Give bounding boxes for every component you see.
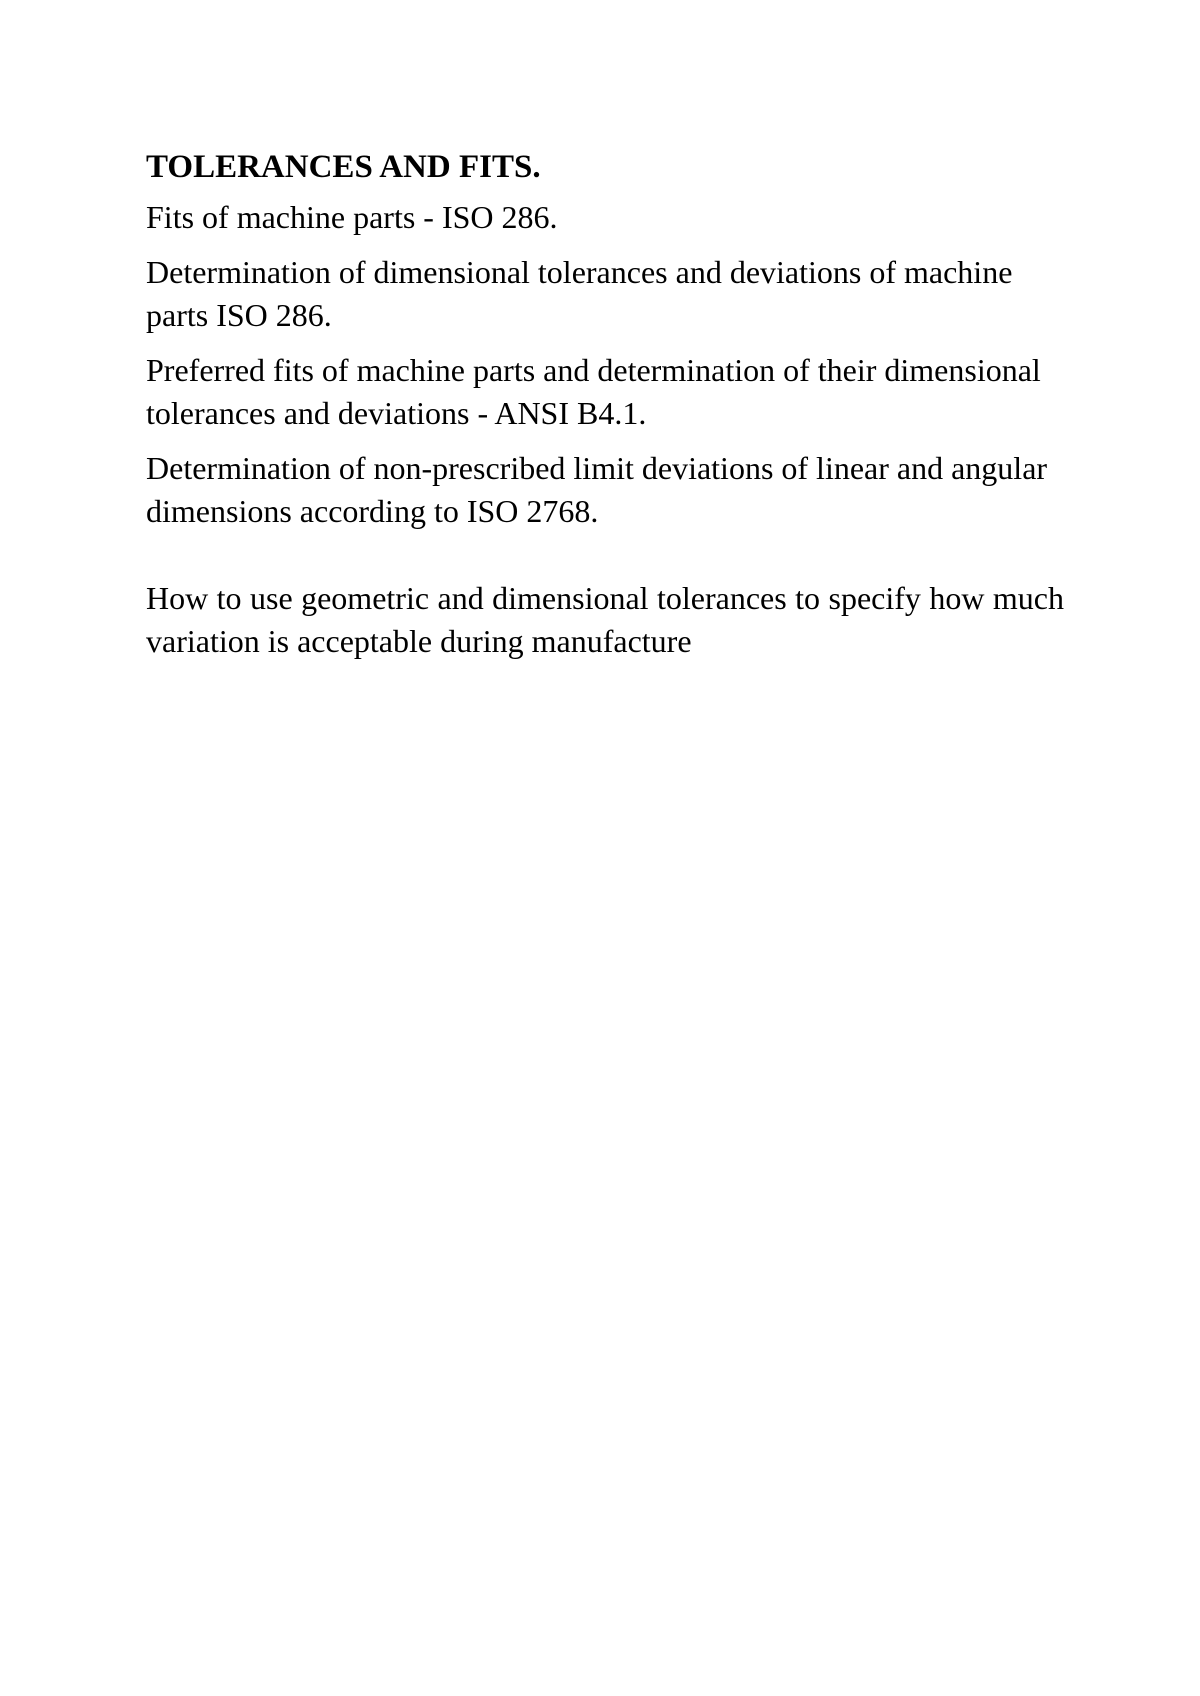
document-title: TOLERANCES AND FITS. [146,149,541,185]
paragraph-fits-iso-286: Fits of machine parts - ISO 286. [146,199,558,235]
paragraph-iso-2768: Determination of non-prescribed limit deviations of linear and angular dimensions according to ISO 2768. [146,450,1048,529]
paragraph-geometric-tolerances: How to use geometric and dimensional tolerances to specify how much variation is acceptable during manufacture [146,580,1064,659]
paragraph-tolerances-iso-286: Determination of dimensional tolerances and deviations of machine parts ISO 286. [146,254,1013,333]
paragraph-preferred-fits-ansi: Preferred fits of machine parts and determination of their dimensional tolerances and deviations - ANSI B4.1. [146,352,1041,431]
document-body [146,146,1066,675]
